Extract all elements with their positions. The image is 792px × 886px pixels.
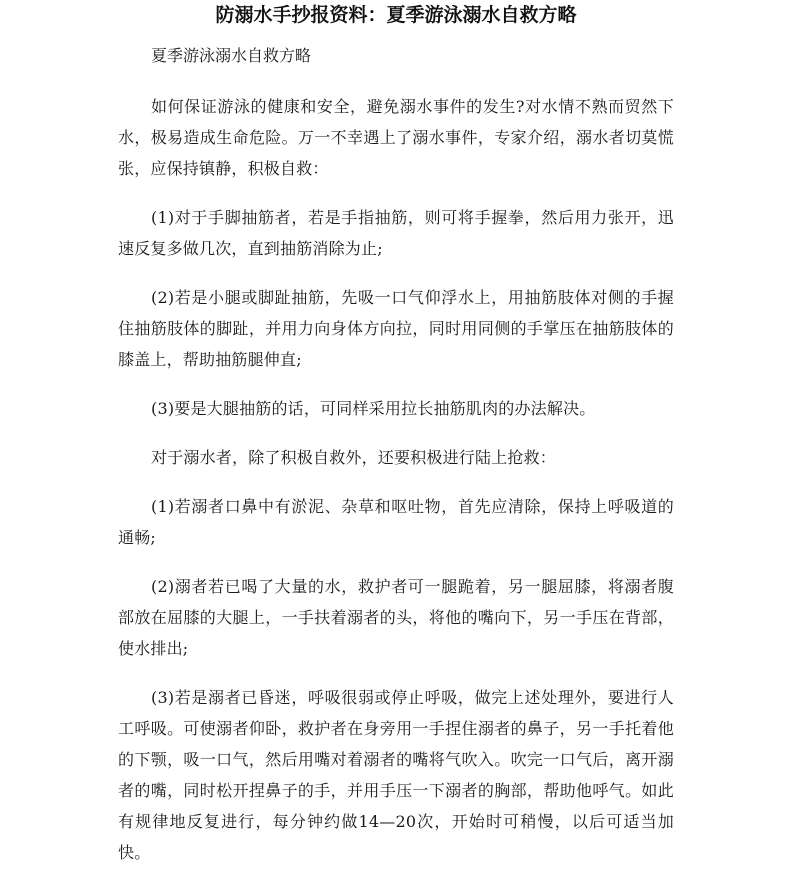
paragraph-intro: 如何保证游泳的健康和安全，避免溺水事件的发生?对水情不熟而贸然下水，极易造成生命危险。万一不幸遇上了溺水事件，专家介绍，溺水者切莫慌张，应保持镇静，积极自救： — [118, 97, 674, 178]
paragraph-thigh-cramp: (3)要是大腿抽筋的话，可同样采用拉长抽筋肌肉的办法解决。 — [151, 399, 596, 418]
paragraph-artificial-respiration: (3)若是溺者已昏迷，呼吸很弱或停止呼吸，做完上述处理外，要进行人工呼吸。可使溺者仰卧，救护者在身旁用一手捏住溺者的鼻子，另一手托着他的下颚，吸一口气，然后用嘴对着溺者的嘴将气吹入。吹完一口气后，离开溺者的嘴，同时松开捏鼻子的手，并用手压一下溺者的胸部，帮助他呼气。如此有规律地反复进行，每分钟约做14—20次，开始时可稍慢，以后可适当加快。 — [118, 688, 674, 862]
paragraph-hand-cramp: (1)对于手脚抽筋者，若是手指抽筋，则可将手握拳，然后用力张开，迅速反复多做几次，直到抽筋消除为止; — [118, 208, 674, 258]
subtitle: 夏季游泳溺水自救方略 — [151, 46, 312, 65]
paragraph-calf-cramp: (2)若是小腿或脚趾抽筋，先吸一口气仰浮水上，用抽筋肢体对侧的手握住抽筋肢体的脚趾，并用力向身体方向拉，同时用同侧的手掌压在抽筋肢体的膝盖上，帮助抽筋腿伸直; — [118, 288, 674, 369]
paragraph-drain-water: (2)溺者若已喝了大量的水，救护者可一腿跪着，另一腿屈膝，将溺者腹部放在屈膝的大腿上，一手扶着溺者的头，将他的嘴向下，另一手压在背部，使水排出; — [118, 577, 674, 658]
paragraph-clear-airway: (1)若溺者口鼻中有淤泥、杂草和呕吐物，首先应清除，保持上呼吸道的通畅; — [118, 497, 674, 547]
page-title: 防溺水手抄报资料：夏季游泳溺水自救方略 — [215, 4, 577, 26]
article-body — [118, 91, 674, 886]
paragraph-rescue-intro: 对于溺水者，除了积极自救外，还要积极进行陆上抢救： — [151, 448, 557, 467]
